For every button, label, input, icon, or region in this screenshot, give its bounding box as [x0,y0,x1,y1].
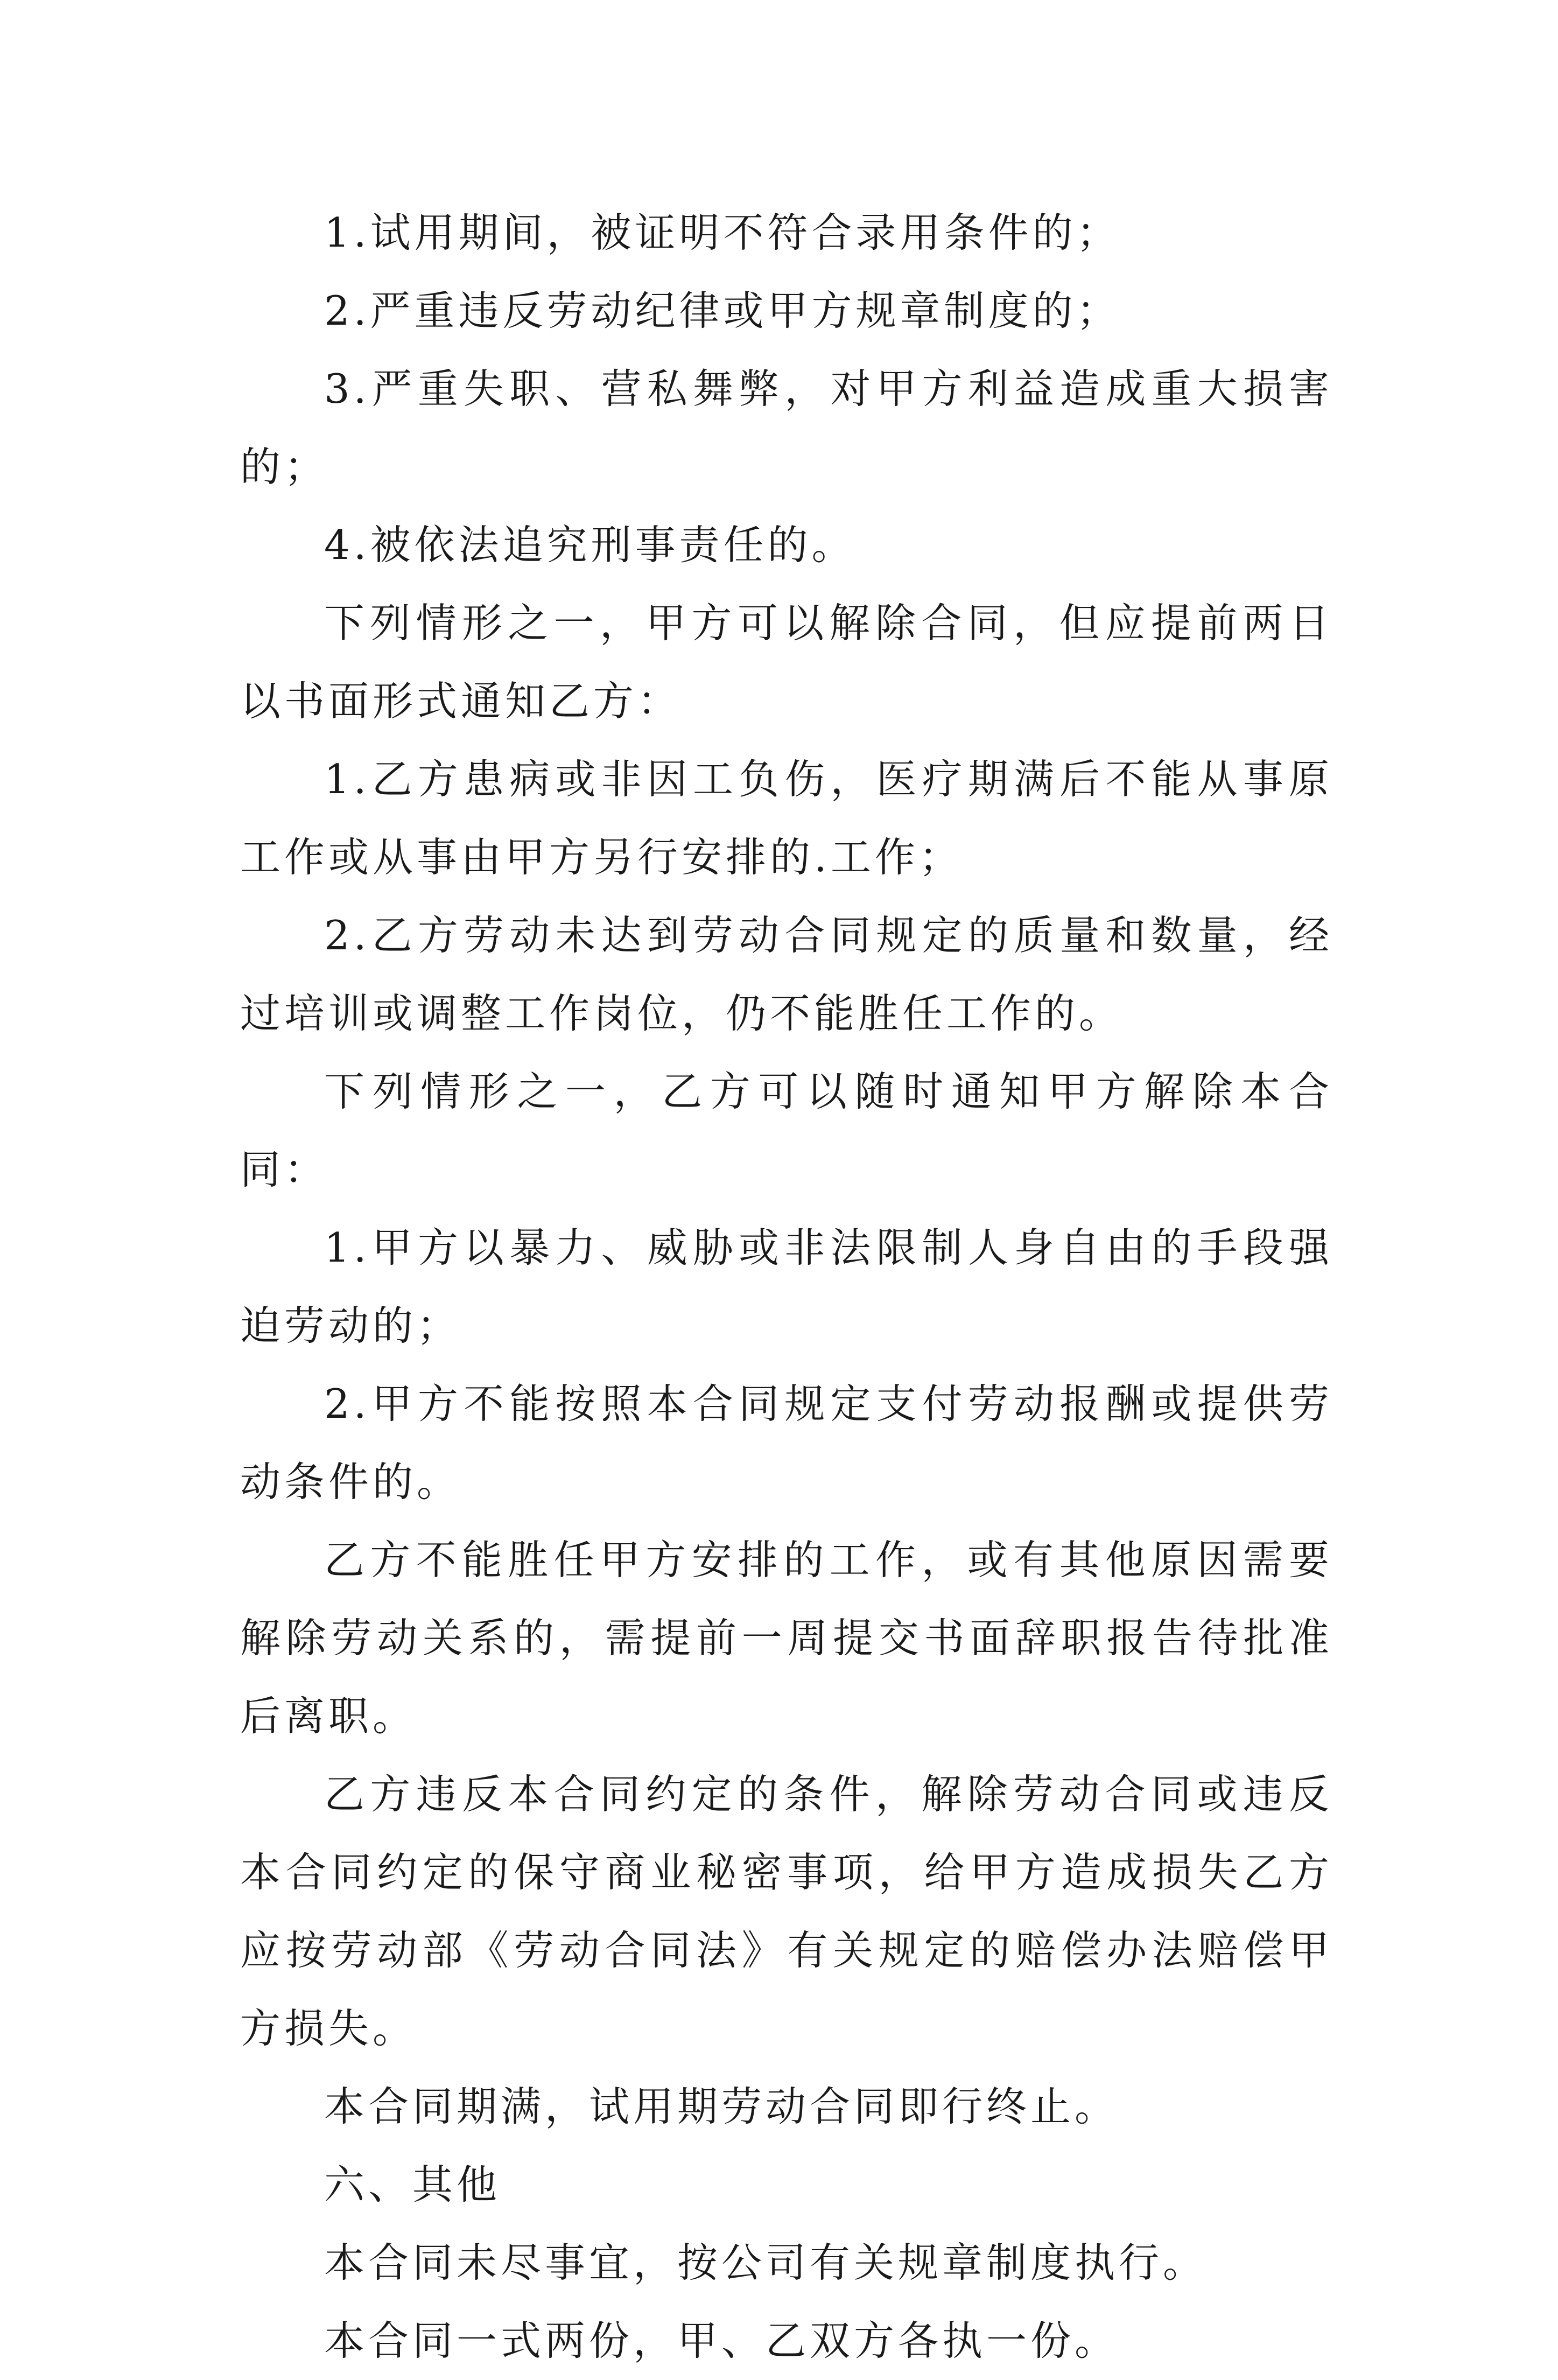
paragraph-termination-probation: 1.试用期间，被证明不符合录用条件的； [324,209,1121,256]
paragraph-employer-notice-illness: 1.乙方患病或非因工负伤，医疗期满后不能从事原工作或从事由甲方另行安排的.工作； [240,755,1333,881]
paragraph-employee-termination-payment: 2.甲方不能按照本合同规定支付劳动报酬或提供劳动条件的。 [240,1380,1333,1506]
document-body [240,194,1333,2380]
paragraph-employee-termination-intro: 下列情形之一，乙方可以随时通知甲方解除本合同： [240,1068,1333,1193]
paragraph-termination-misconduct: 3.严重失职、营私舞弊，对甲方利益造成重大损害的； [240,365,1333,491]
paragraph-employer-notice-performance: 2.乙方劳动未达到劳动合同规定的质量和数量，经过培训或调整工作岗位，仍不能胜任工作的。 [240,912,1333,1037]
paragraph-employer-notice-intro: 下列情形之一，甲方可以解除合同，但应提前两日以书面形式通知乙方： [240,599,1333,725]
paragraph-copies: 本合同一式两份，甲、乙双方各执一份。 [324,2317,1119,2364]
paragraph-termination-discipline: 2.严重违反劳动纪律或甲方规章制度的； [324,287,1121,334]
paragraph-resignation: 乙方不能胜任甲方安排的工作，或有其他原因需要解除劳动关系的，需提前一周提交书面辞职报告待批准后离职。 [240,1536,1333,1740]
paragraph-contract-expiry: 本合同期满，试用期劳动合同即行终止。 [324,2083,1119,2130]
paragraph-compensation: 乙方违反本合同约定的条件，解除劳动合同或违反本合同约定的保守商业秘密事项，给甲方造成损失乙方应按劳动部《劳动合同法》有关规定的赔偿办法赔偿甲方损失。 [240,1770,1333,2052]
paragraph-employee-termination-force: 1.甲方以暴力、威胁或非法限制人身自由的手段强迫劳动的； [240,1224,1333,1349]
paragraph-termination-criminal: 4.被依法追究刑事责任的。 [324,521,856,569]
paragraph-other-rules: 本合同未尽事宜，按公司有关规章制度执行。 [324,2239,1208,2286]
section-heading-other: 六、其他 [324,2161,501,2208]
